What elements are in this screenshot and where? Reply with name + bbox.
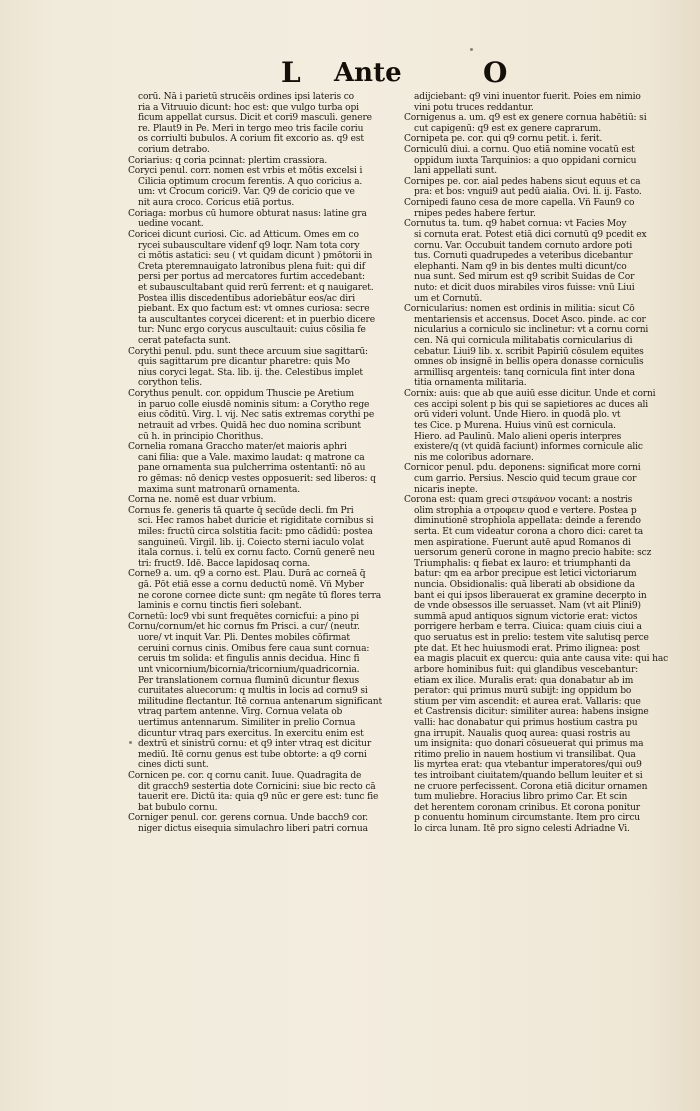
text-line: Corythi penul. pdu. sunt thece arcuum siue sagittarū: — [128, 346, 368, 357]
text-line: dit gracch9 sestertia dote Cornicini: siue bic recto cā — [138, 781, 376, 792]
text-line: dextrū et sinistrū cornu: et q9 inter vtraq est dicitur — [138, 739, 372, 750]
text-line: vini potu truces reddantur. — [414, 102, 534, 113]
text-line: cerat patefacta sunt. — [138, 336, 231, 347]
running-header — [0, 56, 700, 90]
text-line: corium detrabo. — [138, 145, 210, 156]
text-line: Cornicularius: nomen est ordinis in militia: sicut Cō — [404, 304, 635, 315]
text-line: nicaris inepte. — [414, 484, 478, 495]
text-line: ficum appellat cursus. Dicit et cori9 masculi. genere — [138, 113, 372, 124]
text-line: Coryci penul. corr. nomen est vrbis et mōtis excelsi i — [128, 166, 363, 177]
text-line: orū videri volunt. Unde Hiero. in quodā plo. vt — [414, 410, 621, 421]
left-text-column — [128, 92, 398, 835]
text-line: ea magis placuit ex quercu: quia ante causa vite: qui hac — [414, 654, 669, 665]
text-line: summā apud antiquos signum victorie erat: victos — [414, 611, 638, 622]
text-line: Cornelia romana Graccho mater/et maioris aphri — [128, 442, 347, 453]
text-line: militudine flectantur. Itē cornua antenarum significant — [138, 696, 383, 707]
text-line: tum muliebre. Horacius libro primo Car. Et scin — [414, 792, 628, 803]
text-line: laminis e cornu tinctis fieri solebant. — [138, 601, 302, 612]
text-line: lani appellati sunt. — [414, 166, 498, 177]
text-line: Corythus penult. cor. oppidum Thuscie pe Aretium — [128, 389, 354, 400]
text-line: Cornicor penul. pdu. deponens: significat more corni — [404, 463, 641, 474]
text-line: arbore hominibus fuit: qui glandibus vescebantur: — [414, 664, 639, 675]
text-line: Cornicen pe. cor. q cornu canit. Iuue. Quadragita de — [128, 771, 362, 781]
text-line: cines dicti sunt. — [138, 760, 209, 771]
text-line: oppidum iuxta Tarquinios: a quo oppidani cornicu — [414, 155, 637, 166]
text-line: porrigere herbam e terra. Ciuica: quam ciuis ciui a — [414, 622, 642, 633]
text-line: eius cōditū. Virg. l. vij. Nec satis extremas corythi pe — [138, 410, 375, 421]
text-line: cum garrio. Persius. Nescio quid tecum graue cor — [414, 473, 637, 484]
text-line: tes Cice. p Murena. Huius vinū est cornicula. — [414, 420, 616, 431]
text-line: lis myrtea erat: qua vtebantur imperatores/qui ou9 — [414, 760, 642, 771]
text-line: cū h. in principio Chorithus. — [138, 431, 264, 442]
text-line: uertimus antennarum. Similiter in prelio Cornua — [138, 717, 356, 728]
text-line: gna irrupit. Naualis quoq aurea: quasi rostris au — [414, 728, 631, 739]
text-line: perator: qui primus murū subijt: ing oppidum bo — [414, 686, 632, 697]
text-line: persi per portus ad mercatores furtim accedebant: — [138, 272, 365, 283]
text-line: det herentem coronam crinibus. Et corona ponitur — [414, 802, 641, 813]
text-line: adijciebant: q9 vini inuentor fuerit. Poies em nimio — [414, 92, 641, 102]
header-right-letter: O — [483, 56, 508, 89]
text-line: cut capigenū: q9 est ex genere caprarum. — [414, 123, 601, 134]
text-line: lo circa lunam. Itē pro signo celesti Adriadne Vi. — [414, 824, 630, 835]
text-line: cen. Nā qui cornicula militabatis cornicularius di — [414, 336, 633, 347]
text-line: Hiero. ad Paulinū. Malo alieni operis interpres — [414, 431, 622, 442]
text-line: valli: hac donabatur qui primus hostium castra pu — [414, 717, 638, 728]
text-line: niger dictus eisequia simulachro liberi patri cornua — [138, 824, 368, 835]
text-line: Creta pteremnauigato latronibus plena fuit: qui dif — [138, 261, 365, 272]
text-line: Corniculū diui. a cornu. Quo etiā nomine vocatū est — [404, 145, 635, 156]
text-line: cornu. Var. Occubuit tandem cornuto ardore poti — [414, 240, 633, 251]
text-line: rycei subauscultare videnf q9 loqr. Nam tota cory — [138, 240, 360, 251]
text-line: pte dat. Et hec huiusmodi erat. Primo ilignea: post — [414, 643, 640, 654]
text-line: Coricei dicunt curiosi. Cic. ad Atticum. Omes em co — [128, 229, 359, 240]
text-line: rnipes pedes habere fertur. — [414, 208, 536, 219]
text-line: mentariensis et accensus. Docet Asco. pinde. ac cor — [414, 314, 646, 325]
text-line: serta. Et cum videatur corona a choro dici: caret ta — [414, 526, 644, 537]
text-line: ria a Vitruuio dicunt: hoc est: que vulgo turba opi — [138, 102, 359, 113]
text-line: elephanti. Nam q9 in bis dentes multi dicunt/co — [414, 261, 627, 272]
text-line: omnes ob insignē in bellis opera donasse corniculis — [414, 357, 644, 368]
text-line: Cornus fe. generis tā quarte q̄ secūde decli. fm Pri — [128, 505, 354, 516]
text-line: gā. Pōt etiā esse a cornu deductū nomē. Vñ Myber — [138, 580, 364, 591]
text-line: um et Cornutū. — [414, 293, 483, 304]
text-line: tauerit ere. Dictū ita: quia q9 nūc er gere est: tunc fie — [138, 792, 379, 803]
text-line: etiam ex ilice. Muralis erat: qua donabatur ab im — [414, 675, 634, 686]
text-line: re. Plaut9 in Pe. Meri in tergo meo tris facile coriu — [138, 123, 364, 134]
text-line: ci mōtis astatici: seu ( vt quidam dicunt ) pmōtorii in — [138, 251, 373, 262]
text-line: Triumphalis: q fiebat ex lauro: et triumphanti da — [414, 558, 631, 569]
text-line: si cornuta erat. Potest etiā dici cornutū q9 pcedit ex — [414, 229, 647, 240]
text-line: Cornix: auis: que ab que auiū esse dicitur. Unde et corni — [404, 389, 656, 400]
text-line: Cornipes pe. cor. aial pedes habens sicut equus et ca — [404, 176, 641, 187]
text-line: nicularius a corniculo sic inclinetur: vt a cornu corni — [414, 325, 649, 336]
text-line: Cornigenus a. um. q9 est ex genere cornua habētiū: si — [404, 113, 647, 124]
text-line: corython telis. — [138, 378, 202, 389]
header-title: Ante — [334, 58, 402, 88]
text-line: existere/q (vt quidā faciunt) informes cornicule alic — [414, 442, 643, 453]
text-line: Cornipedi fauno cesa de more capella. Vñ Faun9 co — [404, 198, 635, 209]
text-line: nuto: et dicit duos mirabiles viros fuisse: vnū Liui — [414, 282, 635, 293]
text-line: tur: Nunc ergo corycus auscultauit: cuius cōsilia fe — [138, 325, 366, 336]
text-line: ces accipi solent p bis qui se sapietiores ac duces ali — [414, 399, 649, 410]
text-line: cebatur. Liui9 lib. x. scribit Papiriū cōsulem equites — [414, 346, 644, 357]
text-line: ritimo prelio in nauem hostium vi transilibat. Qua — [414, 749, 636, 760]
text-line: nis me coloribus adornare. — [414, 452, 534, 463]
text-line: bat bubulo cornu. — [138, 802, 218, 813]
text-line: cani filia: que a Vale. maximo laudat: q matrone ca — [138, 452, 365, 463]
text-line: unt vnicornium/bicornia/tricornium/quadricornia. — [138, 664, 360, 675]
text-line: itala cornus. i. telū ex cornu facto. Cornū generē neu — [138, 548, 375, 559]
text-line: tus. Cornuti quadrupedes a veteribus dicebantur — [414, 251, 633, 262]
text-line: in paruo colle eiusdē nominis situm: a Corytho rege — [138, 399, 370, 410]
text-line: miles: fructū circa solstitia facit: pmo cādidū: postea — [138, 526, 373, 537]
text-line: ne corone cornee dicte sunt: qm negāte tū flores terra — [138, 590, 382, 601]
text-line: vtraq partem antenne. Virg. Cornua velata ob — [138, 707, 343, 718]
text-line: netrauit ad vrbes. Quidā hec duo nomina scribunt — [138, 420, 361, 431]
text-line: stium per vim ascendit: et aurea erat. Vallaris: que — [414, 696, 641, 707]
text-line: armillisq argenteis: tanq cornicula fint inter dona — [414, 367, 635, 378]
text-line: Corona est: quam greci στεφάνον vocant: a nostris — [404, 495, 633, 506]
text-line: pane ornamenta sua pulcherrima ostentantī: nō au — [138, 463, 366, 474]
text-line: batur: qm ea arbor precipue est letici victoriarum — [414, 569, 637, 580]
text-line: maxima sunt matronarū ornamenta. — [138, 484, 300, 495]
text-line: Cornutus ta. tum. q9 habet cornua: vt Facies Moy — [404, 219, 627, 230]
text-line: mediū. Itē cornu genus est tube obtorte: a q9 corni — [138, 749, 367, 760]
header-left-letter: L — [281, 56, 301, 89]
text-line: nius coryci legat. Sta. lib. ij. the. Celestibus implet — [138, 367, 363, 378]
text-line: nuncia. Obsidionalis: quā liberati ab obsidione da — [414, 580, 635, 591]
right-text-column — [404, 92, 674, 835]
text-line: Postea illis discedentibus adoriebātur eos/ac diri — [138, 293, 355, 304]
text-line: uersorum generū corone in magno precio habite: scz — [414, 548, 652, 559]
text-line: sanguineū. Virgil. lib. ij. Coiecto sterni iaculo volat — [138, 537, 364, 548]
text-line: p conuentu hominum circumstante. Item pro circu — [414, 813, 640, 824]
text-line: ta auscultantes corycei dicerent: et in puerbio dicere — [138, 314, 375, 325]
text-line: nit aura croco. Coricus etiā portus. — [138, 198, 295, 209]
text-line: de vnde obsessos ille seruasset. Nam (vt ait Plini9) — [414, 601, 641, 612]
page-spot — [470, 48, 473, 51]
text-line: ceruis tm solida: et fingulis annis decidua. Hinc fi — [138, 654, 360, 665]
text-line: tri: fruct9. Idē. Bacce lapidosaq corna. — [138, 558, 311, 569]
text-line: ne cruore perfecissent. Corona etiā dicitur ornamen — [414, 781, 648, 792]
text-line: sci. Hec ramos habet duricie et rigiditate cornibus si — [138, 516, 374, 527]
text-line: olim strophia a στροφειν quod e vertere. Postea p — [414, 505, 637, 516]
text-line: Cornu/cornum/et hic cornus fm Prisci. a cur/ (neutr. — [128, 622, 360, 633]
text-line: quis sagittarum pre dicantur pharetre: quis Mo — [138, 357, 350, 368]
text-line: Corna ne. nomē est duar vrbium. — [128, 495, 277, 506]
text-line: os corriulti bubulos. A corium fit excorio as. q9 est — [138, 134, 364, 145]
text-line: diminutionē strophiola appellata: deinde a ferendo — [414, 516, 641, 527]
text-line: ro gēmas: nō denicp vestes opposuerit: sed liberos: q — [138, 473, 376, 484]
text-line: um: vt Crocum corici9. Var. Q9 de coricio que ve — [138, 187, 355, 198]
text-line: Corniger penul. cor. gerens cornua. Unde bacch9 cor. — [128, 813, 369, 824]
text-line: bant ei qui ipsos liberauerat ex gramine decerpto in — [414, 590, 647, 601]
text-line: Cornetū: loc9 vbi sunt frequētes cornicfui: a pino pi — [128, 611, 359, 622]
text-line: uedine vocant. — [138, 219, 204, 230]
text-line: et subauscultabant quid rerū ferrent: et q nauigaret. — [138, 282, 374, 293]
text-line: Coriarius: q coria pcinnat: plertim crassiora. — [128, 155, 328, 166]
text-line: tes introibant ciuitatem/quando bellum leuiter et si — [414, 771, 643, 781]
text-line: men aspiratione. Fuerunt autē apud Romanos di — [414, 537, 631, 548]
text-line: curuitates aluecorum: q multis in locis ad cornu9 si — [138, 686, 368, 697]
text-line: pra: et bos: vngui9 aut pedū aialia. Ovi. li. ij. Fasto. — [414, 187, 642, 198]
text-line: Corne9 a. um. q9 a corno est. Plau. Durā ac corneā q̄ — [128, 569, 366, 580]
text-line: quo seruatus est in prelio: testem vite salutisq perce — [414, 633, 649, 644]
text-line: um insignita: quo donari cōsueuerat qui primus ma — [414, 739, 644, 750]
text-line: ceruini cornus cinis. Omibus fere caua sunt cornua: — [138, 643, 370, 654]
text-line: nua sunt. Sed mirum est q9 scribit Suidas de Cor — [414, 272, 635, 283]
text-line: piebant. Ex quo factum est: vt omnes curiosa: secre — [138, 304, 370, 315]
text-line: et Castrensis dicitur: similiter aurea: habens insigne — [414, 707, 649, 718]
text-line: Coriaga: morbus cū humore obturat nasus: latine gra — [128, 208, 367, 219]
text-line: dicuntur vtraq pars exercitus. In exercitu enim est — [138, 728, 364, 739]
text-line: corū. Nā i parietū strucēis ordines ipsi lateris co — [138, 92, 355, 102]
text-line: Per translationem cornua fluminū dicuntur flexus — [138, 675, 359, 686]
text-line: uore/ vt inquit Var. Pli. Dentes mobiles cōfirmat — [138, 633, 350, 644]
text-line: titia ornamenta militaria. — [414, 378, 527, 389]
text-line: Cornipeta pe. cor. qui q9 cornu petit. i. ferit. — [404, 134, 603, 145]
text-line: Cilicia optimum crocum ferentis. A quo coricius a. — [138, 176, 363, 187]
